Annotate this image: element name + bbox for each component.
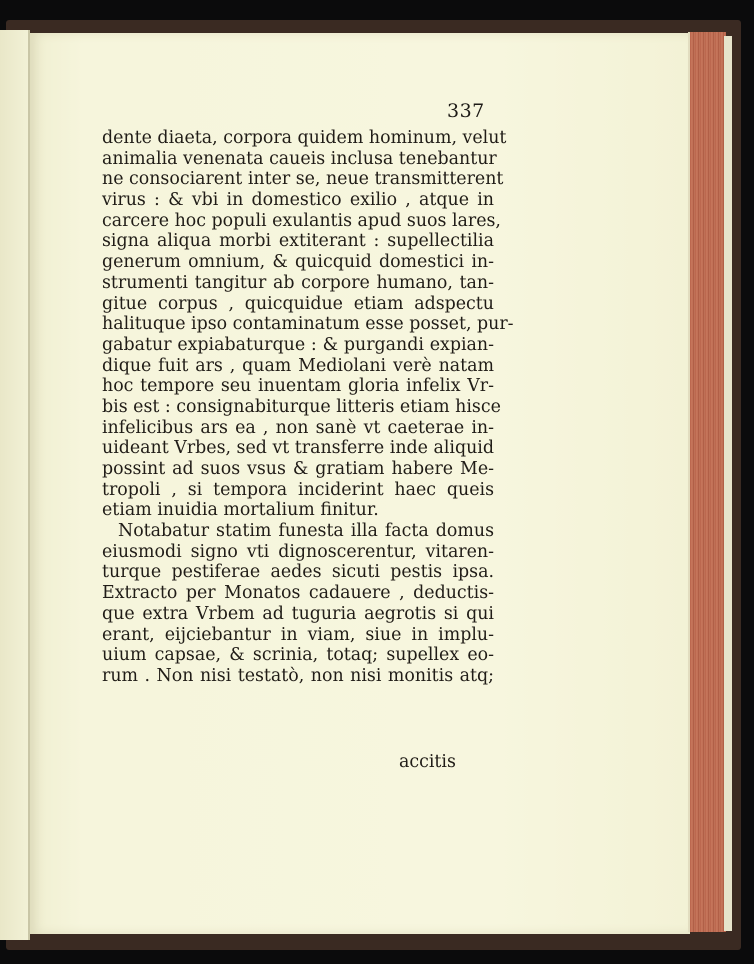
text-line: infelicibus ars ea , non sanè vt caeterae in- (102, 417, 494, 438)
text-line: tropoli , si tempora inciderint haec queis (102, 479, 494, 500)
page-number: 337 (447, 100, 485, 122)
cover-edge (724, 36, 732, 931)
text-line: gabatur expiabaturque : & purgandi expian- (102, 334, 494, 355)
text-line: turque pestiferae aedes sicuti pestis ipsa. (102, 562, 494, 583)
text-line: dique fuit ars , quam Mediolani verè natam (102, 355, 494, 376)
facing-page-edge (0, 30, 30, 940)
page-fore-edge (688, 32, 726, 932)
text-line: uideant Vrbes, sed vt transferre inde aliquid (102, 438, 494, 459)
text-line: rum . Non nisi testatò, non nisi monitis atq; (102, 665, 494, 686)
text-line: uium capsae, & scrinia, totaq; supellex eo- (102, 645, 494, 666)
text-line: animalia venenata caueis inclusa tenebantur (102, 148, 497, 169)
text-line: carcere hoc populi exulantis apud suos lares, (102, 210, 501, 231)
text-line: strumenti tangitur ab corpore humano, tan- (102, 272, 494, 293)
text-line: hoc tempore seu inuentam gloria infelix Vr- (102, 376, 494, 397)
catchword: accitis (399, 752, 456, 772)
text-line: ne consociarent inter se, neue transmitterent (102, 169, 504, 190)
text-line: Notabatur statim funesta illa facta domus (118, 521, 494, 542)
text-line: virus : & vbi in domestico exilio , atque in (102, 190, 494, 211)
text-line: erant, eijciebantur in viam, siue in implu- (102, 624, 494, 645)
text-line: eiusmodi signo vti dignoscerentur, vitaren- (102, 541, 494, 562)
text-line: Extracto per Monatos cadauere , deductis- (102, 583, 494, 604)
text-line: signa aliqua morbi extiterant : supellectilia (102, 231, 494, 252)
text-line: bis est : consignabiturque litteris etiam hisce (102, 396, 501, 417)
text-line: possint ad suos vsus & gratiam habere Me- (102, 459, 494, 479)
text-line: etiam inuidia mortalium finitur. (102, 500, 379, 521)
text-line: dente diaeta, corpora quidem hominum, velut (102, 128, 507, 148)
text-line: halituque ipso contaminatum esse posset, pur- (102, 314, 514, 335)
page-text (102, 128, 514, 687)
text-line: gitue corpus , quicquidue etiam adspectu (102, 293, 494, 314)
text-line: generum omnium, & quicquid domestici in- (102, 252, 494, 273)
text-line: que extra Vrbem ad tuguria aegrotis si qui (102, 603, 494, 624)
